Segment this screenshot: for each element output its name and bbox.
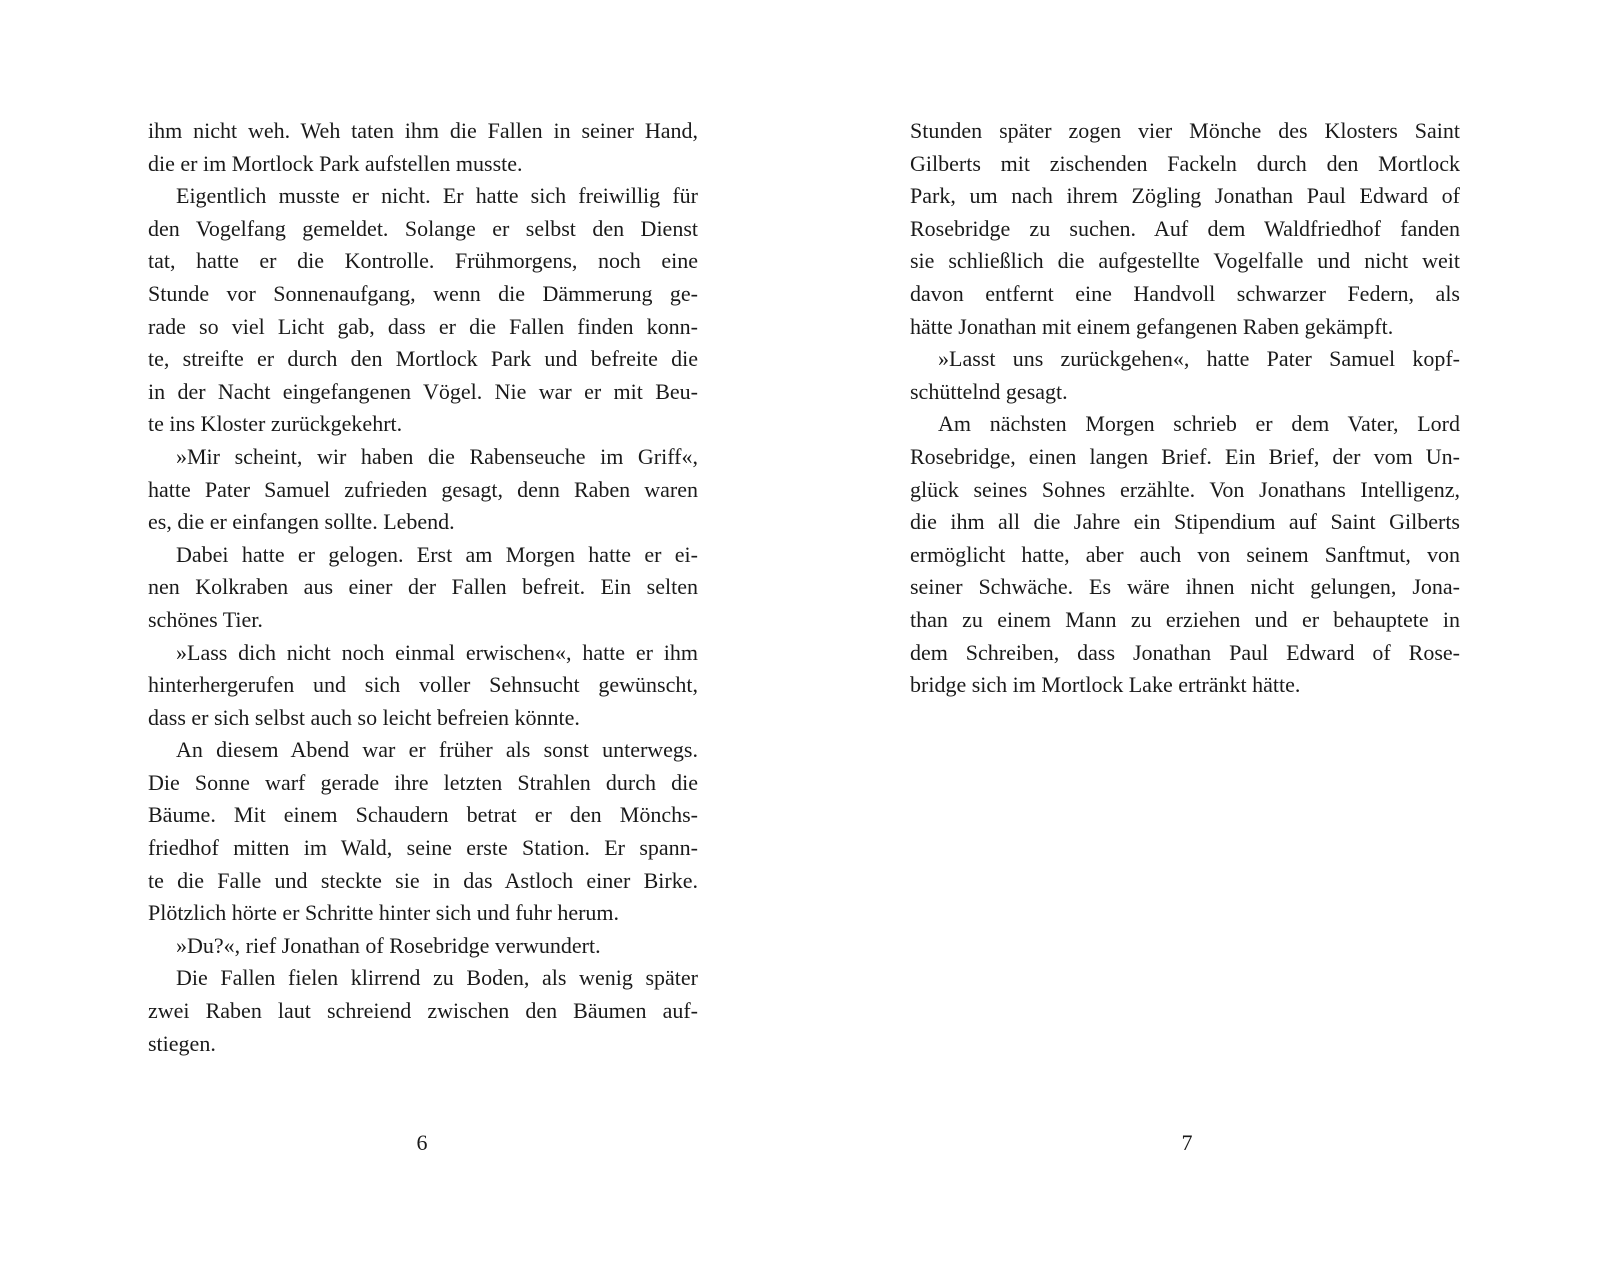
text-line: Plötzlich hörte er Schritte hinter sich und fuhr herum. (148, 900, 620, 926)
text-line: die er im Mortlock Park aufstellen musste. (148, 150, 523, 176)
text-line: hatte Pater Samuel zufrieden gesagt, denn Raben waren (148, 476, 698, 502)
text-line: »Mir scheint, wir haben die Rabenseuche im Griff«, (176, 443, 698, 469)
text-line: zwei Raben laut schreiend zwischen den Bäumen auf- (148, 998, 698, 1024)
text-line: »Lass dich nicht noch einmal erwischen«, hatte er ihm (176, 639, 698, 665)
right-page-number: 7 (1181, 1130, 1193, 1155)
text-line: Park, um nach ihrem Zögling Jonathan Paul Edward of (910, 183, 1460, 209)
text-line: nen Kolkraben aus einer der Fallen befreit. Ein selten (148, 574, 698, 600)
text-line: »Lasst uns zurückgehen«, hatte Pater Samuel kopf- (938, 346, 1460, 372)
text-line: hinterhergerufen und sich voller Sehnsucht gewünscht, (148, 672, 698, 698)
text-line: sie schließlich die aufgestellte Vogelfalle und nicht weit (910, 248, 1460, 274)
text-line: Dabei hatte er gelogen. Erst am Morgen hatte er ei- (176, 541, 698, 567)
text-line: davon entfernt eine Handvoll schwarzer Federn, als (910, 280, 1460, 306)
text-line: dem Schreiben, dass Jonathan Paul Edward of Rose- (910, 639, 1460, 665)
text-line: Rosebridge zu suchen. Auf dem Waldfriedhof fanden (910, 215, 1460, 241)
text-line: ihm nicht weh. Weh taten ihm die Fallen in seiner Hand, (148, 118, 698, 143)
left-page-number: 6 (416, 1130, 428, 1155)
text-line: An diesem Abend war er früher als sonst unterwegs. (176, 737, 698, 763)
right-page (800, 0, 1600, 1274)
text-line: schönes Tier. (148, 606, 263, 632)
text-line: than zu einem Mann zu erziehen und er behauptete in (910, 606, 1460, 632)
text-line: friedhof mitten im Wald, seine erste Station. Er spann- (148, 835, 698, 861)
text-line: dass er sich selbst auch so leicht befreien könnte. (148, 704, 580, 730)
text-line: rade so viel Licht gab, dass er die Fallen finden konn- (148, 313, 698, 339)
text-line: Die Fallen fielen klirrend zu Boden, als wenig später (176, 965, 698, 991)
text-line: te ins Kloster zurückgekehrt. (148, 411, 403, 437)
text-line: seiner Schwäche. Es wäre ihnen nicht gelungen, Jona- (910, 574, 1460, 600)
text-line: ermöglicht hatte, aber auch von seinem Sanftmut, von (910, 541, 1460, 567)
text-line: Eigentlich musste er nicht. Er hatte sich freiwillig für (176, 183, 698, 209)
text-line: Stunden später zogen vier Mönche des Klosters Saint (910, 118, 1460, 143)
text-line: te, streifte er durch den Mortlock Park und befreite die (148, 346, 698, 372)
text-line: »Du?«, rief Jonathan of Rosebridge verwundert. (176, 932, 601, 958)
text-line: Gilberts mit zischenden Fackeln durch den Mortlock (910, 150, 1460, 176)
text-line: bridge sich im Mortlock Lake ertränkt hätte. (910, 672, 1301, 698)
text-line: die ihm all die Jahre ein Stipendium auf Saint Gilberts (910, 509, 1460, 535)
text-line: hätte Jonathan mit einem gefangenen Raben gekämpft. (910, 313, 1394, 339)
right-page-text (910, 115, 1460, 702)
text-line: Rosebridge, einen langen Brief. Ein Brief, der vom Un- (910, 443, 1460, 469)
text-line: es, die er einfangen sollte. Lebend. (148, 509, 455, 535)
text-line: stiegen. (148, 1030, 216, 1056)
text-line: Bäume. Mit einem Schaudern betrat er den Mönchs- (148, 802, 698, 828)
text-line: Stunde vor Sonnenaufgang, wenn die Dämmerung ge- (148, 280, 698, 306)
text-line: schüttelnd gesagt. (910, 378, 1068, 404)
text-line: in der Nacht eingefangenen Vögel. Nie war er mit Beu- (148, 378, 698, 404)
text-line: glück seines Sohnes erzählte. Von Jonathans Intelligenz, (910, 476, 1460, 502)
text-line: Die Sonne warf gerade ihre letzten Strahlen durch die (148, 769, 698, 795)
left-page-text (148, 115, 698, 1060)
text-line: den Vogelfang gemeldet. Solange er selbst den Dienst (148, 215, 698, 241)
text-line: tat, hatte er die Kontrolle. Frühmorgens, noch eine (148, 248, 698, 274)
text-line: Am nächsten Morgen schrieb er dem Vater, Lord (938, 411, 1460, 437)
text-line: te die Falle und steckte sie in das Astloch einer Birke. (148, 867, 698, 893)
